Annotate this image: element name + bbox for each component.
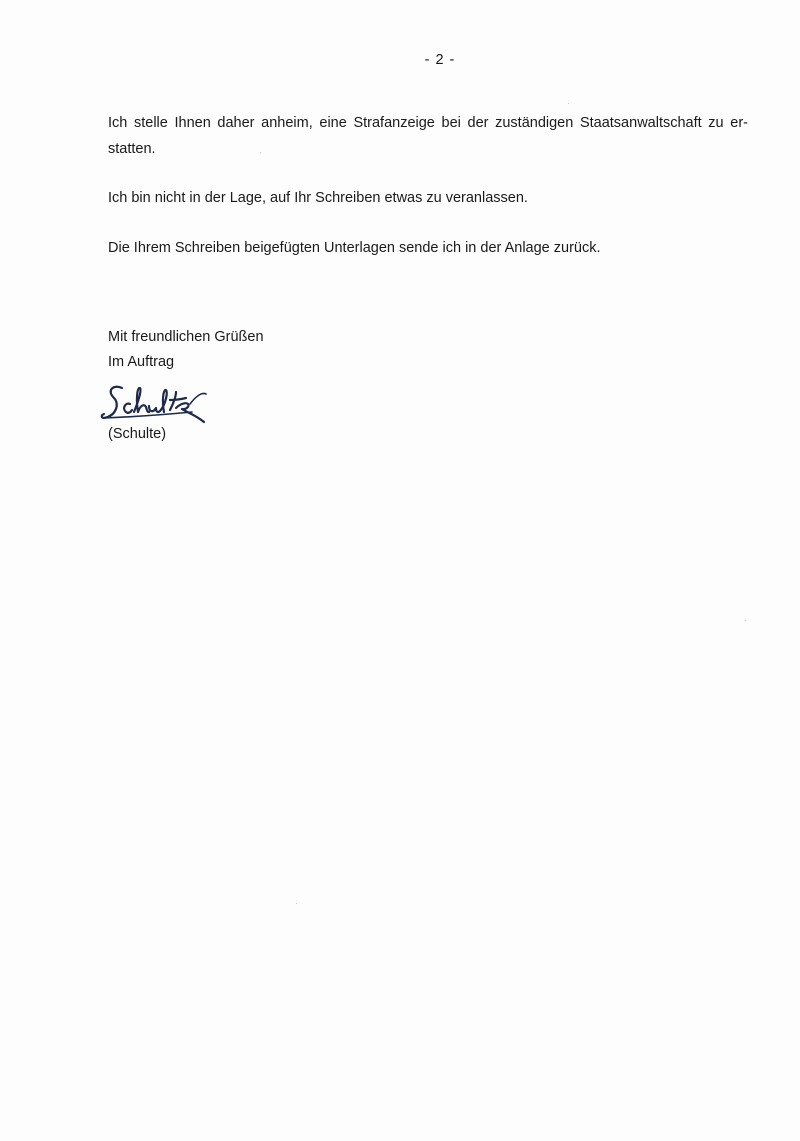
scan-speck [568,103,569,104]
page-number: - 2 - [424,52,456,68]
scan-speck [296,903,297,904]
signer-name: (Schulte) [108,426,167,442]
paragraph-line: statten. [108,141,156,157]
scan-speck [260,152,261,153]
scan-speck [745,620,746,621]
paragraph-documents-returned: Die Ihrem Schreiben beigefügten Unterlagen sende ich in der Anlage zurück. [108,240,601,256]
handwritten-signature [100,382,222,424]
closing-authority: Im Auftrag [108,354,175,370]
closing-greeting: Mit freundlichen Grüßen [108,329,264,345]
closing-block [108,325,264,375]
paragraph-line: Ich stelle Ihnen daher anheim, eine Strafanzeige bei der zuständigen Staatsanwaltschaft zu er- [108,115,748,131]
paragraph-unable-to-act: Ich bin nicht in der Lage, auf Ihr Schreiben etwas zu veranlassen. [108,190,528,206]
paragraph-criminal-complaint [108,110,748,162]
